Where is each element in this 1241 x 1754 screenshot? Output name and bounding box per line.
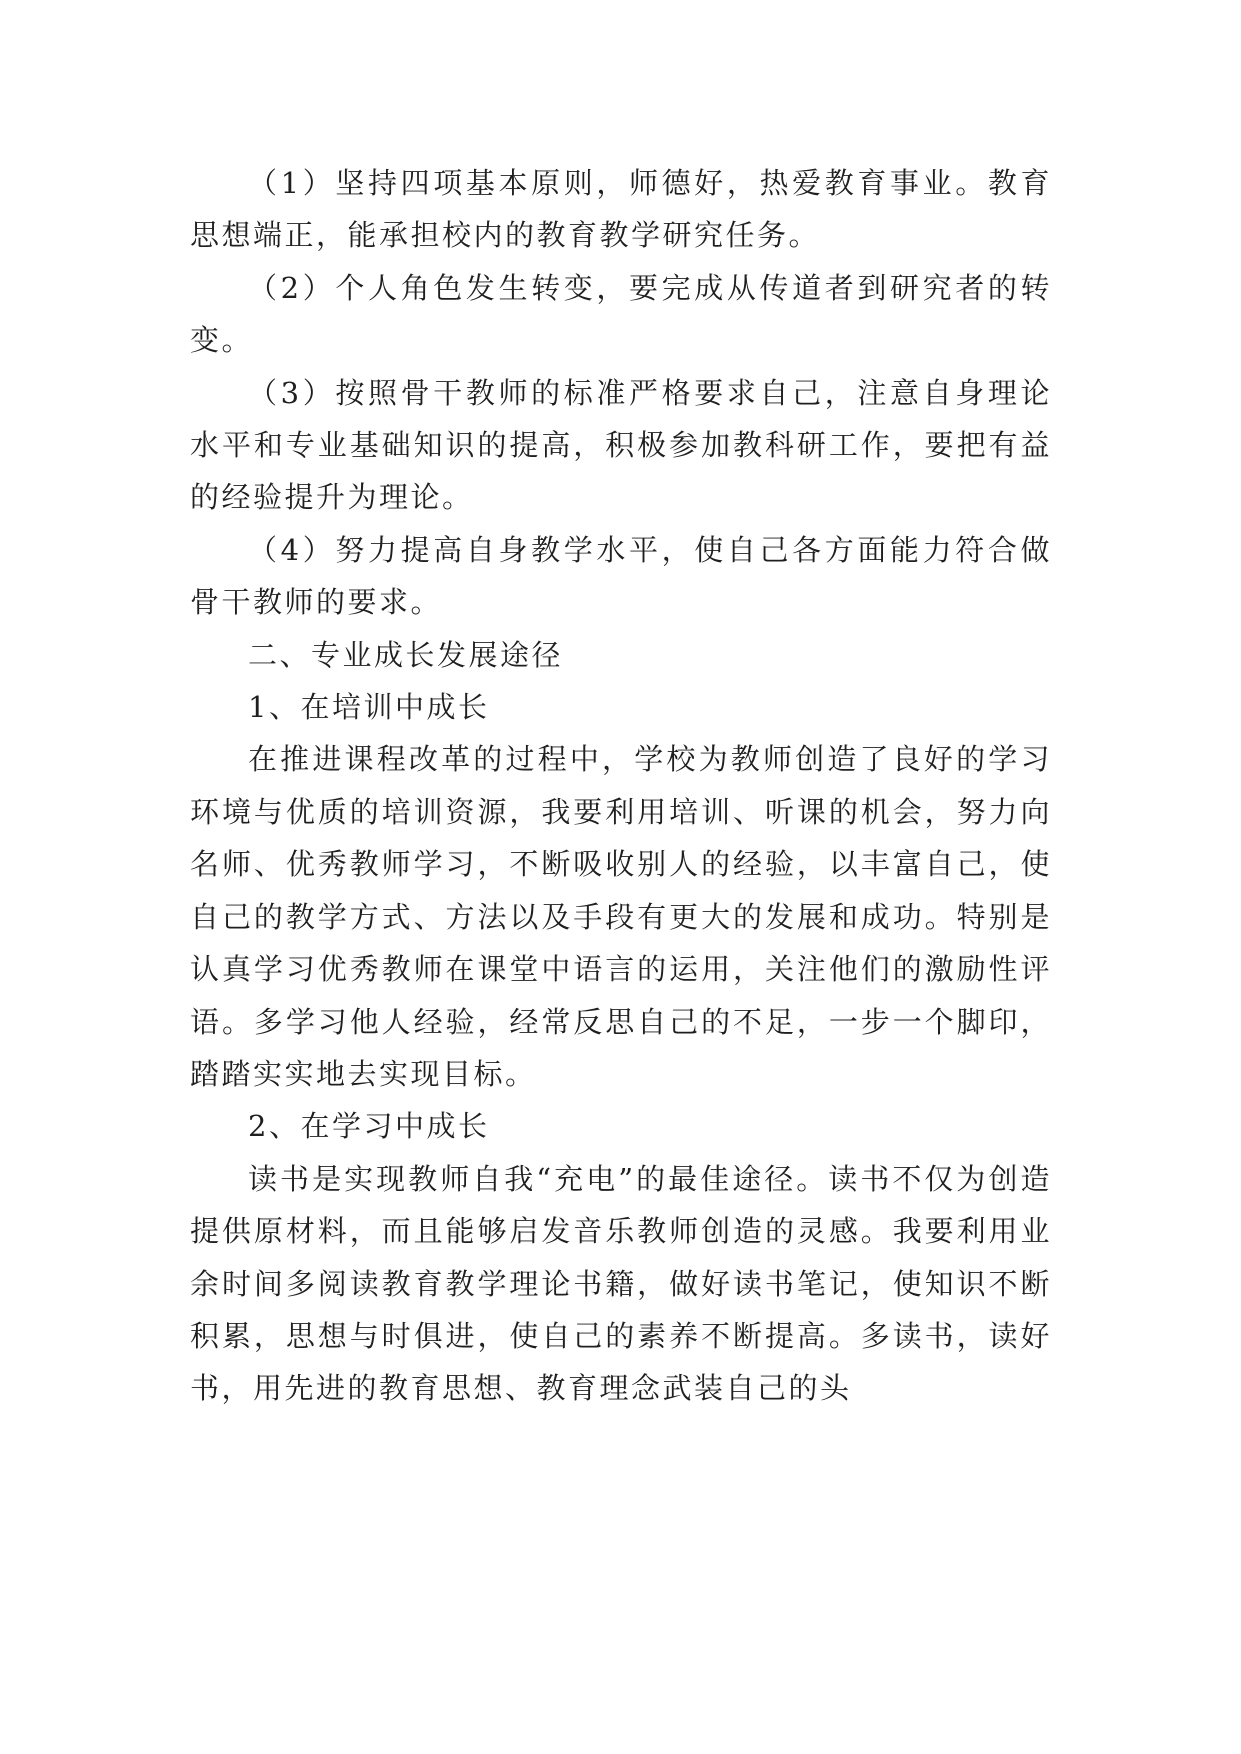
subheading-learning: 2、在学习中成长 <box>248 1109 490 1144</box>
section-heading-growth-paths: 二、专业成长发展途径 <box>248 637 564 672</box>
paragraph-principle-3: （3）按照骨干教师的标准严格要求自己，注意自身理论水平和专业基础知识的提高，积极参加教科研工作，要把有益的经验提升为理论。 <box>190 375 1052 515</box>
paragraph-principle-1: （1）坚持四项基本原则，师德好，热爱教育事业。教育思想端正，能承担校内的教育教学研究任务。 <box>190 166 1052 253</box>
paragraph-principle-2: （2）个人角色发生转变，要完成从传道者到研究者的转变。 <box>190 270 1052 358</box>
paragraph-training: 在推进课程改革的过程中，学校为教师创造了良好的学习环境与优质的培训资源，我要利用培训、听课的机会，努力向名师、优秀教师学习，不断吸收别人的经验，以丰富自己，使自己的教学方式、方法以及手段有更大的发展和成功。特别是认真学习优秀教师在课堂中语言的运用，关注他们的激励性评语。多学习他人经验，经常反思自己的不足，一步一个脚印，踏踏实实地去实现目标。 <box>190 742 1052 1091</box>
subheading-training: 1、在培训中成长 <box>248 690 490 725</box>
paragraph-learning: 读书是实现教师自我“充电”的最佳途径。读书不仅为创造提供原材料，而且能够启发音乐教师创造的灵感。我要利用业余时间多阅读教育教学理论书籍，做好读书笔记，使知识不断积累，思想与时俱进，使自己的素养不断提高。多读书，读好书，用先进的教育思想、教育理念武装自己的头 <box>190 1161 1052 1406</box>
document-body <box>190 157 1052 1415</box>
paragraph-principle-4: （4）努力提高自身教学水平，使自己各方面能力符合做骨干教师的要求。 <box>190 532 1052 620</box>
